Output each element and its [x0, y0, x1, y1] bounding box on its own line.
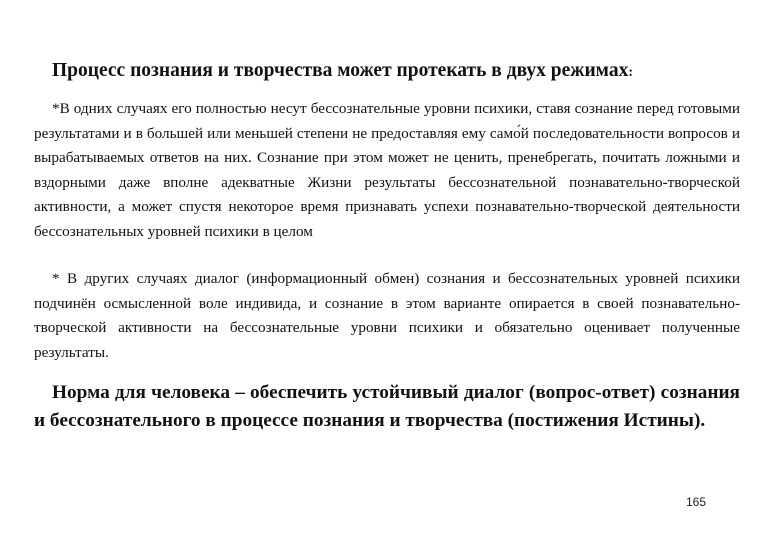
slide-heading [52, 58, 752, 86]
page-number: 165 [686, 495, 707, 509]
paragraph-dialogue-mode: * В других случаях диалог (информационный обмен) сознания и бессознательных уровней психики подчинён осмысленной воле индивида, и сознание в этом варианте опирается в своей познавательно-творческой активности на бессознательные уровни психики и обязательно оценивает полученные результаты. [34, 270, 740, 361]
paragraph-unconscious-mode: *В одних случаях его полностью несут бессознательные уровни психики, ставя сознание перед готовыми результатами и в большей или меньшей степени не предоставляя ему само́й последовательности вопросов и вырабатываемых ответов на них. Сознание при этом может не ценить, пренебрегать, почитать ложными и вздорными даже вполне адекватные Жизни результаты бессознательной познавательно-творческой активности, а может спустя некоторое время признавать успехи познавательно-творческой деятельности бессознательных уровней психики в целом [34, 100, 740, 240]
conclusion-statement: Норма для человека – обеспечить устойчивый диалог (вопрос-ответ) сознания и бессознательного в процессе познания и творчества (постижения Истины). [34, 382, 740, 431]
slide-heading-text: Процесс познания и творчества может протекать в двух режимах [52, 60, 629, 81]
slide-heading-colon: : [628, 65, 633, 80]
